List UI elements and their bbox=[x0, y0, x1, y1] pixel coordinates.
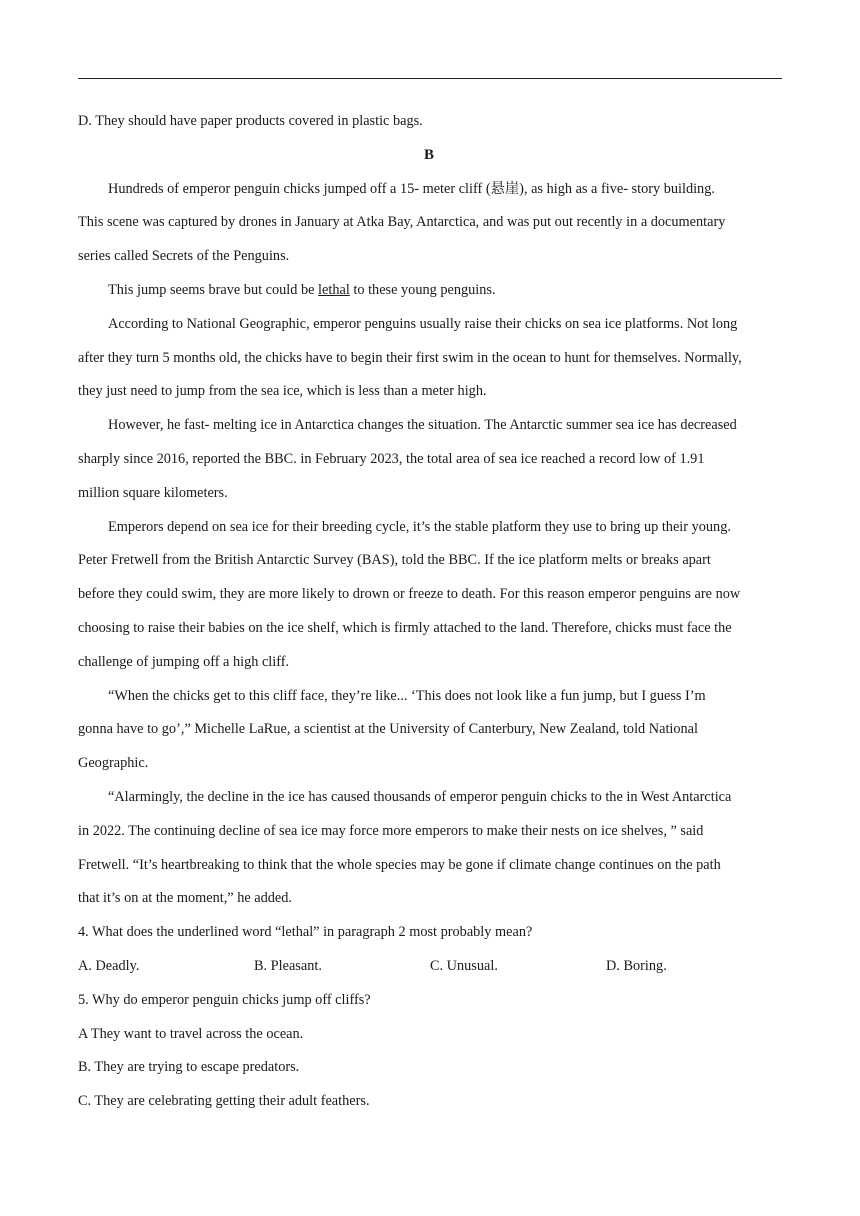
question-5-option-a: A They want to travel across the ocean. bbox=[78, 1025, 304, 1042]
paragraph-line: Geographic. bbox=[78, 755, 149, 772]
paragraph-line: in 2022. The continuing decline of sea ice may force more emperors to make their nests on ice shelves, ” said bbox=[78, 822, 704, 839]
paragraph-line: gonna have to go’,” Michelle LaRue, a scientist at the University of Canterbury, New Zealand, told National bbox=[78, 721, 699, 738]
question-5-option-b: B. They are trying to escape predators. bbox=[78, 1059, 300, 1076]
passage-paragraph-4 bbox=[78, 409, 792, 510]
question-4-option-d: D. Boring. bbox=[606, 957, 667, 974]
question-4-options bbox=[78, 950, 792, 984]
question-4-option-a: A. Deadly. bbox=[78, 957, 140, 974]
question-4-stem: 4. What does the underlined word “lethal” in paragraph 2 most probably mean? bbox=[78, 924, 533, 941]
paragraph-line: challenge of jumping off a high cliff. bbox=[78, 653, 290, 670]
paragraph-line: Peter Fretwell from the British Antarctic Survey (BAS), told the BBC. If the ice platform melts or breaks apart bbox=[78, 552, 711, 569]
paragraph-text: to these young penguins. bbox=[349, 281, 496, 298]
header-divider bbox=[78, 78, 782, 79]
paragraph-text: This jump seems brave but could be bbox=[108, 281, 319, 298]
paragraph-line: “When the chicks get to this cliff face, they’re like... ‘This does not look like a fun jump, but I guess I’m bbox=[108, 687, 706, 704]
paragraph-line: before they could swim, they are more likely to drown or freeze to death. For this reason emperor penguins are now bbox=[78, 586, 741, 603]
passage-paragraph-2 bbox=[78, 274, 792, 308]
section-heading: B bbox=[423, 146, 434, 163]
paragraph-line: choosing to raise their babies on the ice shelf, which is firmly attached to the land. Therefore, chicks must face the bbox=[78, 619, 732, 636]
paragraph-line: million square kilometers. bbox=[78, 484, 228, 501]
prev-question-option-d: D. They should have paper products covered in plastic bags. bbox=[78, 113, 423, 129]
question-4-option-c: C. Unusual. bbox=[430, 957, 498, 974]
paragraph-line: However, he fast- melting ice in Antarctica changes the situation. The Antarctic summer sea ice has decreased bbox=[108, 417, 737, 434]
paragraph-line: Hundreds of emperor penguin chicks jumped off a 15- meter cliff (悬崖), as high as a five- story building. bbox=[108, 180, 715, 197]
passage-paragraph-6 bbox=[78, 680, 792, 781]
paragraph-line: that it’s on at the moment,” he added. bbox=[78, 890, 292, 907]
passage-paragraph-3 bbox=[78, 308, 792, 409]
paragraph-line: Emperors depend on sea ice for their breeding cycle, it’s the stable platform they use to bring up their young. bbox=[108, 518, 731, 535]
document-body bbox=[78, 105, 792, 1119]
passage-paragraph-1 bbox=[78, 173, 792, 274]
paragraph-line: they just need to jump from the sea ice, which is less than a meter high. bbox=[78, 383, 487, 400]
passage-paragraph-7 bbox=[78, 781, 792, 916]
paragraph-line: sharply since 2016, reported the BBC. in February 2023, the total area of sea ice reached a record low of 1.91 bbox=[78, 450, 705, 467]
underlined-word-lethal: lethal bbox=[318, 281, 350, 298]
paragraph-line: “Alarmingly, the decline in the ice has caused thousands of emperor penguin chicks to the in West Antarctica bbox=[108, 788, 732, 805]
question-5-stem: 5. Why do emperor penguin chicks jump off cliffs? bbox=[78, 991, 371, 1008]
paragraph-line: series called Secrets of the Penguins. bbox=[78, 248, 290, 265]
question-4-option-b: B. Pleasant. bbox=[254, 957, 322, 974]
paragraph-line: This scene was captured by drones in January at Atka Bay, Antarctica, and was put out recently in a documentary bbox=[78, 214, 726, 231]
passage-paragraph-5 bbox=[78, 511, 792, 680]
paragraph-line: after they turn 5 months old, the chicks have to begin their first swim in the ocean to hunt for themselves. Normally, bbox=[78, 349, 742, 366]
paragraph-line: According to National Geographic, emperor penguins usually raise their chicks on sea ice platforms. Not long bbox=[108, 315, 738, 332]
question-5-option-c: C. They are celebrating getting their adult feathers. bbox=[78, 1093, 370, 1110]
paragraph-line: Fretwell. “It’s heartbreaking to think that the whole species may be gone if climate change continues on the path bbox=[78, 856, 721, 873]
